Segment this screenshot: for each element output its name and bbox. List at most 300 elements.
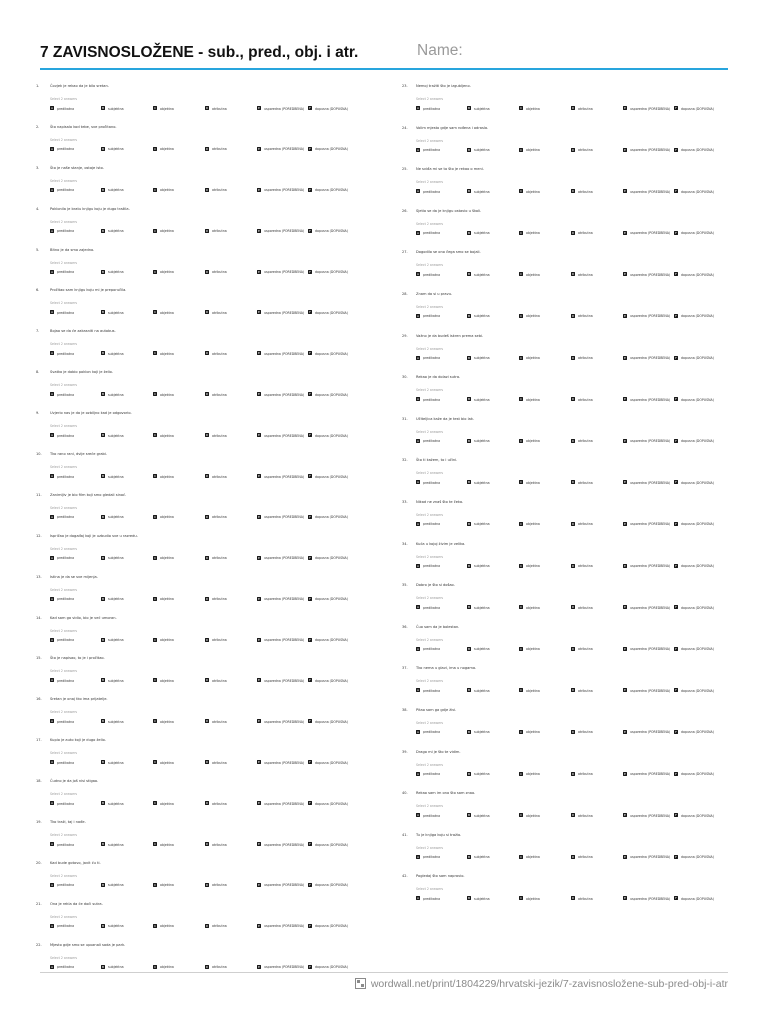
question-item [36, 574, 348, 616]
option-label: usporedna (POREDBENA) [264, 188, 305, 193]
question-hint: Select 2 answers [50, 669, 78, 674]
option-label: objektna [526, 647, 540, 652]
question-item [402, 291, 714, 334]
option-label: subjektna [108, 270, 124, 275]
question-hint: Select 2 answers [50, 383, 78, 388]
question-text: Rekao je da dolazi sutra. [416, 375, 461, 380]
option-label: usporedna (POREDBENA) [264, 965, 305, 970]
option-label: objektna [526, 189, 540, 194]
option-label: usporedna (POREDBENA) [630, 647, 671, 652]
option-label: predikatna [423, 896, 441, 901]
option-label: atributna [578, 356, 593, 361]
option-label: dopusna (DOPUSNA) [681, 522, 714, 527]
option-label: subjektna [108, 147, 124, 152]
question-number: 22. [36, 942, 42, 947]
option-letter: E [624, 521, 626, 526]
option-label: atributna [212, 638, 227, 643]
option-letter: A [50, 923, 54, 928]
page-header [40, 42, 728, 70]
questions-left-column [36, 84, 348, 984]
question-item [36, 452, 348, 493]
option-letter: E [258, 637, 260, 642]
question-hint: Select 2 answers [416, 138, 444, 143]
option-letter: D [205, 310, 209, 315]
option-label: predikatna [57, 678, 75, 683]
option-label: usporedna (POREDBENA) [264, 842, 305, 847]
option-label: usporedna (POREDBENA) [264, 147, 305, 152]
option-letter: F [675, 438, 677, 443]
option-label: objektna [526, 356, 540, 361]
option-label: objektna [526, 314, 540, 319]
option-label: objektna [160, 392, 174, 397]
option-label: dopusna (DOPUSNA) [315, 515, 348, 520]
option-letter: E [624, 605, 626, 610]
question-text: Mjesto gdje smo se upoznali sada je park. [50, 942, 126, 947]
option-letter: D [205, 882, 209, 887]
option-label: usporedna (POREDBENA) [264, 883, 305, 888]
question-item [36, 860, 348, 902]
option-label: dopusna (DOPUSNA) [315, 229, 348, 234]
question-number: 12. [36, 533, 42, 538]
option-label: predikatna [57, 433, 75, 438]
option-label: usporedna (POREDBENA) [630, 356, 671, 361]
answer-options [50, 596, 348, 603]
question-text: Bojao se da će zakasniti na autobus. [50, 329, 116, 334]
option-label: dopusna (DOPUSNA) [681, 272, 714, 277]
option-letter: C [519, 771, 523, 776]
option-letter: F [675, 355, 677, 360]
questions-right-column [402, 84, 714, 916]
question-item [36, 779, 348, 820]
option-label: predikatna [423, 855, 441, 860]
option-label: predikatna [423, 272, 441, 277]
question-item [36, 124, 348, 166]
option-label: dopusna (DOPUSNA) [315, 556, 348, 561]
option-label: atributna [212, 597, 227, 602]
option-letter: C [153, 106, 157, 110]
option-label: dopusna (DOPUSNA) [315, 883, 348, 888]
option-label: dopusna (DOPUSNA) [681, 106, 714, 111]
question-number: 4. [36, 206, 40, 211]
name-label: Name: [417, 42, 463, 59]
option-label: usporedna (POREDBENA) [264, 801, 305, 806]
question-text: Čovjek je rekao da je bilo sretan. [50, 84, 109, 88]
option-label: predikatna [57, 638, 75, 643]
option-label: objektna [160, 597, 174, 602]
option-label: atributna [578, 272, 593, 277]
answer-options [416, 147, 714, 154]
question-item [36, 942, 348, 984]
option-label: subjektna [474, 730, 490, 735]
option-label: usporedna (POREDBENA) [264, 229, 305, 234]
option-label: subjektna [474, 314, 490, 319]
option-label: dopusna (DOPUSNA) [681, 439, 714, 444]
option-letter: B [101, 269, 105, 274]
option-letter: F [675, 646, 677, 651]
option-label: usporedna (POREDBENA) [264, 719, 305, 724]
question-hint: Select 2 answers [50, 342, 78, 347]
option-label: usporedna (POREDBENA) [630, 522, 671, 527]
option-label: usporedna (POREDBENA) [264, 270, 305, 275]
option-label: subjektna [108, 515, 124, 520]
option-letter: D [205, 351, 209, 356]
option-label: atributna [578, 480, 593, 485]
option-letter: E [624, 854, 626, 859]
option-letter: E [624, 729, 626, 734]
option-label: subjektna [474, 272, 490, 277]
option-label: dopusna (DOPUSNA) [681, 231, 714, 236]
option-label: subjektna [474, 605, 490, 610]
question-number: 32. [402, 458, 408, 463]
option-label: usporedna (POREDBENA) [630, 688, 671, 693]
option-letter: B [101, 637, 105, 642]
option-letter: C [153, 555, 157, 560]
option-label: atributna [212, 433, 227, 438]
question-number: 33. [402, 499, 408, 504]
option-letter: A [50, 760, 54, 765]
option-letter: D [205, 474, 209, 479]
option-letter: E [624, 688, 626, 693]
option-letter: D [571, 813, 575, 818]
option-letter: E [624, 646, 626, 651]
option-label: dopusna (DOPUSNA) [315, 270, 348, 275]
question-number: 41. [402, 832, 408, 837]
question-number: 20. [36, 860, 42, 865]
question-hint: Select 2 answers [416, 887, 444, 892]
option-letter: A [416, 729, 420, 734]
option-letter: A [416, 397, 420, 402]
question-text: Pitao sam ga gdje živi. [416, 707, 457, 712]
option-letter: E [258, 106, 260, 110]
option-letter: F [675, 813, 677, 818]
option-letter: C [519, 521, 523, 526]
option-label: subjektna [474, 480, 490, 485]
answer-options [50, 801, 348, 807]
option-letter: C [519, 854, 523, 859]
option-label: subjektna [108, 883, 124, 888]
option-letter: E [624, 480, 626, 485]
option-label: subjektna [108, 106, 124, 111]
option-label: dopusna (DOPUSNA) [681, 397, 714, 402]
question-hint: Select 2 answers [50, 873, 78, 878]
option-letter: A [416, 230, 420, 235]
question-item [402, 707, 714, 750]
option-letter: B [101, 555, 105, 560]
option-label: predikatna [57, 719, 75, 724]
option-label: predikatna [423, 730, 441, 735]
question-hint: Select 2 answers [416, 596, 444, 601]
question-item [36, 656, 348, 697]
answer-options [416, 313, 714, 320]
option-label: predikatna [57, 351, 75, 356]
option-label: usporedna (POREDBENA) [264, 474, 305, 479]
option-letter: C [519, 688, 523, 693]
question-hint: Select 2 answers [416, 304, 444, 309]
question-text: Što ti kažem, to i učini. [416, 458, 458, 463]
option-label: objektna [526, 855, 540, 860]
answer-options [50, 392, 348, 398]
option-label: dopusna (DOPUSNA) [681, 605, 714, 610]
question-number: 8. [36, 370, 40, 375]
answer-options [416, 397, 714, 403]
option-letter: B [101, 801, 105, 806]
question-number: 2. [36, 124, 40, 129]
option-label: atributna [578, 605, 593, 610]
question-text: Tu je knjiga koju si tražio. [416, 832, 462, 837]
option-letter: B [467, 106, 471, 110]
option-letter: F [309, 146, 311, 151]
question-text: Ona je rekla da će doći sutra. [50, 901, 103, 906]
question-text: Kad bude gotovo, javit ću ti. [50, 860, 101, 865]
question-number: 27. [402, 250, 408, 255]
option-label: objektna [526, 813, 540, 818]
question-number: 25. [402, 167, 408, 172]
question-item [402, 624, 714, 667]
option-letter: B [101, 514, 105, 519]
question-item [36, 901, 348, 943]
question-item [402, 749, 714, 792]
question-item [36, 206, 348, 248]
option-label: usporedna (POREDBENA) [264, 515, 305, 520]
option-letter: C [519, 230, 523, 235]
answer-options [50, 146, 348, 153]
option-label: usporedna (POREDBENA) [630, 106, 671, 111]
question-item [402, 250, 714, 292]
question-number: 15. [36, 656, 42, 661]
option-label: objektna [526, 522, 540, 527]
option-letter: E [258, 392, 260, 397]
option-label: predikatna [57, 229, 75, 234]
question-text: Rekao sam im ono što sam znao. [416, 791, 476, 796]
question-number: 34. [402, 541, 408, 546]
option-letter: D [571, 272, 575, 277]
option-label: objektna [160, 801, 174, 806]
option-label: atributna [212, 474, 227, 479]
question-number: 29. [402, 333, 408, 338]
option-letter: E [624, 355, 626, 360]
option-label: subjektna [474, 522, 490, 527]
option-letter: C [153, 433, 157, 438]
option-letter: A [50, 596, 54, 601]
option-letter: D [571, 438, 575, 443]
option-letter: B [101, 842, 105, 847]
answer-options [416, 813, 714, 819]
option-label: dopusna (DOPUSNA) [315, 351, 348, 356]
option-letter: A [416, 106, 420, 110]
option-label: atributna [212, 842, 227, 847]
answer-options [416, 605, 714, 611]
option-label: atributna [578, 730, 593, 735]
option-letter: C [153, 146, 157, 151]
option-letter: A [50, 106, 54, 110]
question-number: 39. [402, 749, 408, 754]
option-letter: C [153, 392, 157, 397]
answer-options [50, 228, 348, 235]
answer-options [416, 272, 714, 278]
option-label: objektna [526, 272, 540, 277]
question-number: 6. [36, 288, 40, 293]
option-letter: F [309, 842, 311, 847]
option-label: usporedna (POREDBENA) [630, 314, 671, 319]
answer-options [50, 433, 348, 439]
option-label: usporedna (POREDBENA) [264, 433, 305, 438]
answer-options [416, 189, 714, 195]
option-letter: E [624, 563, 626, 568]
option-letter: A [50, 351, 54, 356]
question-hint: Select 2 answers [50, 751, 78, 756]
option-letter: A [416, 854, 420, 859]
question-text: Sretan je onaj tko ima prijatelje. [50, 697, 108, 702]
option-letter: F [675, 230, 677, 235]
option-label: usporedna (POREDBENA) [630, 896, 671, 901]
option-letter: D [205, 964, 209, 969]
option-letter: A [50, 882, 54, 887]
option-label: predikatna [423, 564, 441, 569]
question-hint: Select 2 answers [416, 762, 444, 767]
option-label: dopusna (DOPUSNA) [315, 924, 348, 929]
question-item [402, 84, 714, 126]
question-number: 37. [402, 666, 408, 671]
option-letter: F [675, 563, 677, 568]
option-letter: D [205, 801, 209, 806]
option-letter: B [467, 854, 471, 859]
question-text: Svatko je dobio poklon koji je želio. [50, 370, 113, 375]
question-number: 28. [402, 291, 408, 296]
option-letter: C [153, 187, 157, 192]
option-letter: D [571, 605, 575, 610]
option-letter: E [624, 771, 626, 776]
answer-options [416, 896, 714, 902]
answer-options [50, 474, 348, 480]
option-letter: A [416, 355, 420, 360]
option-label: dopusna (DOPUSNA) [315, 801, 348, 806]
option-label: dopusna (DOPUSNA) [315, 965, 348, 970]
option-letter: C [519, 480, 523, 485]
question-item [36, 533, 348, 575]
question-item [36, 247, 348, 289]
option-letter: D [205, 596, 209, 601]
question-number: 17. [36, 738, 42, 743]
option-label: atributna [578, 148, 593, 153]
question-text: Tko rano rani, dvije sreće grabi. [50, 452, 107, 457]
question-number: 38. [402, 707, 408, 712]
option-label: dopusna (DOPUSNA) [681, 896, 714, 901]
option-letter: B [101, 228, 105, 233]
option-label: atributna [212, 106, 227, 111]
option-label: usporedna (POREDBENA) [264, 556, 305, 561]
question-hint: Select 2 answers [416, 471, 444, 476]
answer-options [50, 106, 348, 112]
option-label: objektna [160, 106, 174, 111]
question-number: 3. [36, 165, 40, 170]
question-hint: Select 2 answers [416, 221, 444, 226]
option-label: subjektna [108, 474, 124, 479]
option-label: subjektna [474, 855, 490, 860]
option-letter: E [624, 397, 626, 402]
question-text: Uvjerio nas je da je ozbiljno kad je odgovorio. [50, 411, 132, 416]
option-letter: F [675, 189, 677, 194]
option-label: dopusna (DOPUSNA) [315, 842, 348, 847]
question-number: 42. [402, 874, 408, 879]
option-label: atributna [578, 106, 593, 111]
answer-options [50, 514, 348, 521]
option-label: usporedna (POREDBENA) [630, 730, 671, 735]
option-label: objektna [526, 480, 540, 485]
option-letter: F [309, 187, 311, 192]
option-letter: F [309, 923, 311, 928]
question-number: 31. [402, 416, 408, 421]
option-label: atributna [212, 270, 227, 275]
option-label: usporedna (POREDBENA) [264, 310, 305, 315]
option-letter: B [467, 480, 471, 485]
option-letter: D [205, 106, 209, 110]
option-letter: A [416, 313, 420, 318]
option-letter: A [50, 801, 54, 806]
option-label: atributna [212, 760, 227, 765]
option-letter: C [519, 563, 523, 568]
option-letter: F [675, 605, 677, 610]
option-label: atributna [212, 924, 227, 929]
question-hint: Select 2 answers [50, 505, 78, 510]
option-label: dopusna (DOPUSNA) [315, 392, 348, 397]
option-label: predikatna [57, 392, 75, 397]
option-letter: E [258, 310, 260, 315]
option-letter: F [675, 688, 677, 693]
option-label: objektna [160, 229, 174, 234]
option-label: subjektna [474, 106, 490, 111]
answer-options [50, 187, 348, 194]
option-label: subjektna [108, 433, 124, 438]
option-letter: B [467, 688, 471, 693]
option-letter: A [416, 438, 420, 443]
option-label: predikatna [57, 515, 75, 520]
answer-options [416, 480, 714, 486]
option-letter: D [571, 106, 575, 110]
option-letter: C [153, 760, 157, 765]
footer-link[interactable] [355, 978, 728, 990]
option-label: subjektna [108, 842, 124, 847]
option-letter: B [467, 397, 471, 402]
question-text: Kuća u kojoj živim je velika. [416, 541, 466, 546]
option-letter: F [309, 474, 311, 479]
option-letter: F [675, 521, 677, 526]
option-label: atributna [578, 189, 593, 194]
option-letter: E [624, 813, 626, 818]
option-letter: C [153, 596, 157, 601]
option-letter: A [50, 719, 54, 724]
question-item [402, 375, 714, 417]
answer-options [416, 646, 714, 653]
option-letter: D [571, 355, 575, 360]
option-letter: C [153, 964, 157, 969]
option-label: dopusna (DOPUSNA) [315, 638, 348, 643]
answer-options [50, 923, 348, 930]
option-letter: B [467, 230, 471, 235]
option-letter: F [309, 637, 311, 642]
option-label: subjektna [108, 965, 124, 970]
question-text: Što je napisao, to je i pročitao. [50, 656, 105, 661]
option-label: dopusna (DOPUSNA) [315, 310, 348, 315]
answer-options [50, 637, 348, 644]
option-letter: C [519, 729, 523, 734]
question-item [36, 370, 348, 411]
question-item [402, 416, 714, 459]
option-label: objektna [160, 147, 174, 152]
option-label: dopusna (DOPUSNA) [681, 813, 714, 818]
option-label: atributna [578, 813, 593, 818]
option-label: subjektna [108, 924, 124, 929]
option-letter: E [258, 801, 260, 806]
